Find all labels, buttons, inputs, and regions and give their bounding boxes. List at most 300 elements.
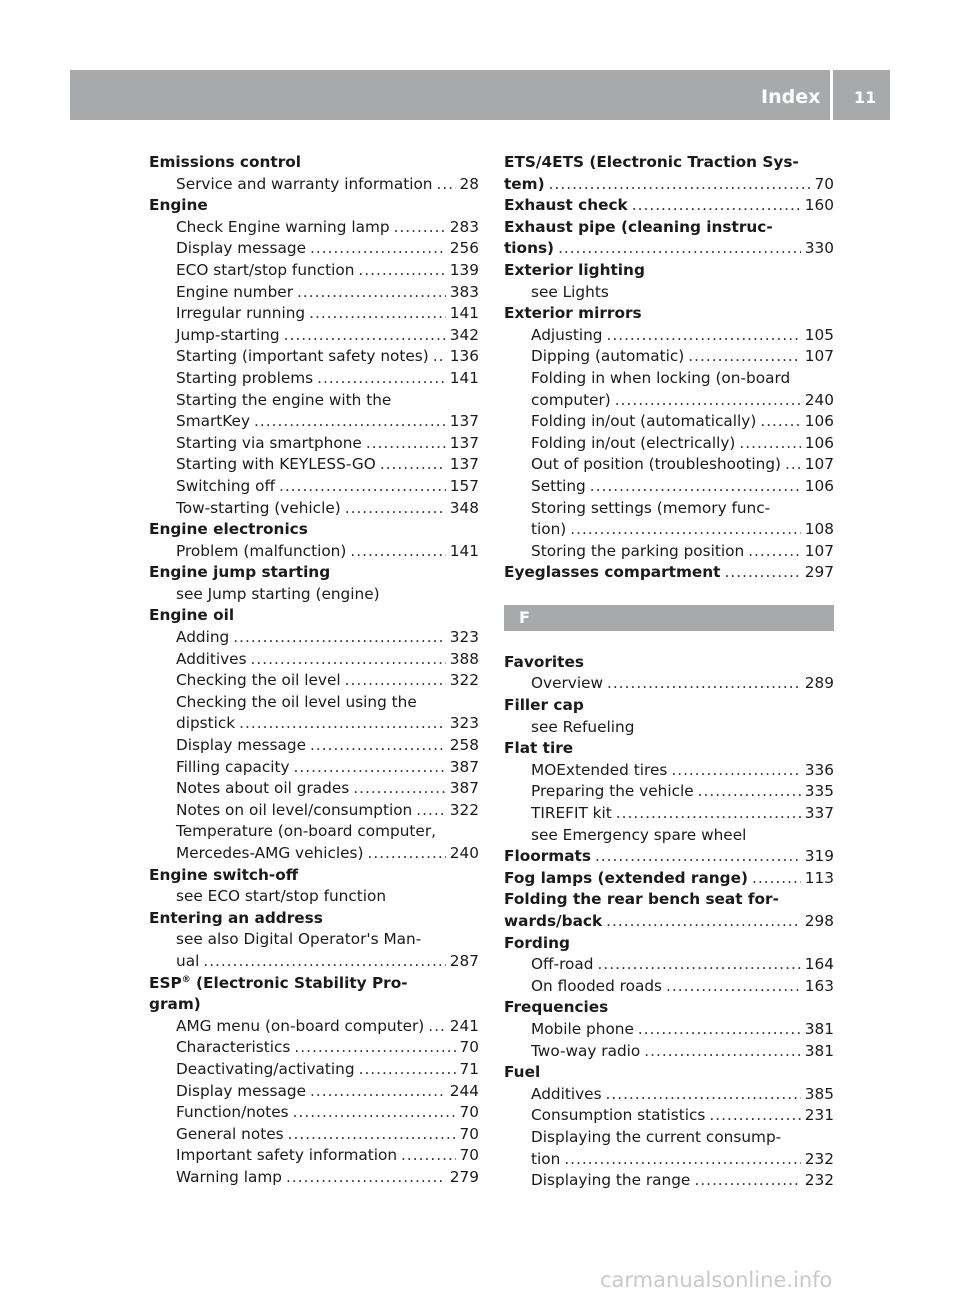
- page-title: Index: [761, 86, 821, 108]
- leader-dots: [709, 1105, 800, 1127]
- entry-label: Filler cap: [504, 696, 584, 715]
- index-subentry[interactable]: [149, 433, 479, 455]
- index-subentry[interactable]: [504, 673, 834, 695]
- index-subentry[interactable]: [149, 454, 479, 476]
- page-reference[interactable]: 232: [804, 1171, 834, 1190]
- leader-dots: [671, 760, 800, 782]
- index-subentry[interactable]: [504, 390, 834, 412]
- entry-label-part: (Electronic Stability Pro-: [190, 973, 408, 992]
- index-subentry[interactable]: [149, 1081, 479, 1103]
- page-reference[interactable]: 136: [449, 347, 479, 366]
- leader-dots: [595, 846, 801, 868]
- entry-label: AMG menu (on-board computer): [176, 1016, 425, 1035]
- entry-label: Notes on oil level/consumption: [176, 800, 413, 819]
- page-reference[interactable]: 322: [449, 671, 479, 690]
- entry-label: ETS/4ETS (Electronic Traction Sys-: [504, 153, 799, 171]
- index-heading: [504, 889, 834, 911]
- entry-label: Starting (important safety notes): [176, 347, 429, 366]
- leader-dots: [309, 303, 446, 325]
- index-subentry[interactable]: [504, 519, 834, 541]
- page-reference[interactable]: 298: [804, 912, 834, 930]
- index-subentry[interactable]: [504, 781, 834, 803]
- leader-dots: [558, 238, 801, 260]
- entry-label: Filling capacity: [176, 757, 290, 776]
- leader-dots: [616, 803, 801, 825]
- leader-dots: [606, 1084, 801, 1106]
- index-subentry: [149, 692, 479, 714]
- header-divider: [830, 70, 833, 120]
- entry-label: Display message: [176, 239, 306, 258]
- entry-label: Fuel: [504, 1063, 541, 1082]
- entry-label: Two-way radio: [531, 1041, 641, 1060]
- leader-dots: [564, 1149, 800, 1171]
- entry-label: Exterior mirrors: [504, 304, 642, 323]
- leader-dots: [345, 670, 446, 692]
- entry-label: Overview: [531, 674, 604, 693]
- entry-label: Switching off: [176, 476, 275, 495]
- entry-label: Emissions control: [149, 153, 301, 171]
- leader-dots: [284, 325, 446, 347]
- entry-label: see Lights: [531, 282, 609, 301]
- leader-dots: [401, 1145, 455, 1167]
- leader-dots: [297, 282, 446, 304]
- entry-label: Folding the rear bench seat for-: [504, 890, 779, 909]
- index-subentry[interactable]: [149, 282, 479, 304]
- leader-dots: [310, 1081, 446, 1103]
- index-subentry[interactable]: [149, 735, 479, 757]
- page-reference[interactable]: 106: [804, 476, 834, 495]
- leader-dots: [358, 260, 445, 282]
- entry-label: tem): [504, 174, 545, 193]
- entry-label: Checking the oil level using the: [176, 692, 417, 711]
- entry-label: Storing settings (memory func-: [531, 498, 771, 517]
- entry-label: ual: [176, 951, 200, 970]
- index-subentry[interactable]: [149, 411, 479, 433]
- index-subentry[interactable]: [149, 217, 479, 239]
- entry-label: TIREFIT kit: [531, 804, 612, 823]
- page-reference[interactable]: 256: [449, 239, 479, 258]
- page-reference[interactable]: 342: [449, 325, 479, 344]
- index-subentry[interactable]: [149, 1124, 479, 1146]
- index-subentry[interactable]: [504, 433, 834, 455]
- page-reference[interactable]: 164: [804, 955, 834, 974]
- page-reference[interactable]: 108: [804, 520, 834, 539]
- entry-label: Mercedes-AMG vehicles): [176, 844, 364, 862]
- index-subentry[interactable]: [149, 778, 479, 800]
- index-subentry[interactable]: [504, 1019, 834, 1041]
- entry-label: Engine: [149, 196, 208, 215]
- index-subentry[interactable]: [149, 1102, 479, 1124]
- index-heading: [504, 738, 834, 760]
- leader-dots: [380, 454, 446, 476]
- index-subentry[interactable]: [504, 476, 834, 498]
- page-reference[interactable]: 337: [804, 804, 834, 823]
- index-heading: [149, 605, 479, 627]
- leader-dots: [644, 1041, 801, 1063]
- index-subentry[interactable]: [504, 803, 834, 825]
- index-heading: [504, 652, 834, 674]
- leader-dots: [394, 217, 446, 239]
- index-heading: [149, 865, 479, 887]
- page-reference[interactable]: 28: [459, 174, 479, 193]
- index-subentry[interactable]: [504, 541, 834, 563]
- page-reference[interactable]: 383: [449, 282, 479, 301]
- index-subentry[interactable]: [504, 1105, 834, 1127]
- index-heading[interactable]: [504, 868, 834, 890]
- entry-label: computer): [531, 390, 611, 409]
- page-reference[interactable]: 70: [459, 1124, 479, 1143]
- entry-label: tions): [504, 239, 555, 258]
- entry-label: Engine electronics: [149, 520, 308, 539]
- page-reference[interactable]: 323: [449, 628, 479, 647]
- index-subentry[interactable]: [149, 368, 479, 390]
- page-reference[interactable]: 71: [459, 1059, 479, 1078]
- page-reference[interactable]: 388: [449, 649, 479, 668]
- entry-label: Exhaust pipe (cleaning instruc-: [504, 217, 773, 236]
- entry-label: Folding in/out (electrically): [531, 433, 736, 452]
- entry-label: General notes: [176, 1124, 284, 1143]
- leader-dots: [632, 195, 801, 217]
- index-subentry[interactable]: [149, 1037, 479, 1059]
- leader-dots: [694, 1170, 800, 1192]
- index-column-left: [149, 152, 479, 1189]
- leader-dots: [607, 673, 801, 695]
- leader-dots: [366, 433, 446, 455]
- index-heading: [504, 1062, 834, 1084]
- entry-label: Folding in when locking (on-board: [531, 368, 791, 387]
- leader-dots: [350, 541, 445, 563]
- page-reference[interactable]: 105: [804, 325, 834, 344]
- index-subentry[interactable]: [149, 649, 479, 671]
- leader-dots: [760, 411, 800, 433]
- index-column-right: [504, 152, 834, 1192]
- index-subentry[interactable]: [504, 760, 834, 782]
- index-subentry[interactable]: [149, 325, 479, 347]
- page-reference[interactable]: 244: [449, 1081, 479, 1100]
- page-reference[interactable]: 160: [804, 196, 834, 215]
- index-heading: [149, 195, 479, 217]
- index-subentry[interactable]: [504, 346, 834, 368]
- page-reference[interactable]: 113: [804, 868, 834, 887]
- page-reference[interactable]: 319: [804, 847, 834, 866]
- page-reference[interactable]: 70: [459, 1103, 479, 1122]
- leader-dots: [288, 1124, 456, 1146]
- entry-label: tion: [531, 1149, 561, 1168]
- entry-label: Eyeglasses compartment: [504, 563, 721, 582]
- entry-label: Function/notes: [176, 1103, 289, 1122]
- entry-label: Adding: [176, 628, 230, 647]
- page-reference[interactable]: 258: [449, 736, 479, 755]
- index-subentry[interactable]: [149, 260, 479, 282]
- leader-dots: [294, 757, 446, 779]
- page-reference[interactable]: 141: [449, 541, 479, 560]
- entry-label: Off-road: [531, 955, 594, 974]
- entry-label: Warning lamp: [176, 1167, 282, 1186]
- index-subentry[interactable]: [149, 174, 479, 196]
- index-heading[interactable]: [504, 562, 834, 584]
- entry-label: Starting via smartphone: [176, 433, 362, 452]
- index-subentry[interactable]: [149, 1167, 479, 1189]
- index-subentry[interactable]: [149, 670, 479, 692]
- entry-label: Starting the engine with the: [176, 390, 392, 409]
- entry-label: Important safety information: [176, 1146, 398, 1165]
- entry-label-part: ESP: [149, 973, 182, 992]
- leader-dots: [725, 562, 801, 584]
- index-heading[interactable]: [504, 195, 834, 217]
- page-reference[interactable]: 335: [804, 782, 834, 801]
- leader-dots: [785, 454, 801, 476]
- index-subentry[interactable]: [149, 476, 479, 498]
- leader-dots: [752, 868, 801, 890]
- index-subentry[interactable]: [149, 541, 479, 563]
- registered-mark: ®: [181, 974, 191, 985]
- index-subentry[interactable]: [149, 238, 479, 260]
- entry-label: Setting: [531, 476, 586, 495]
- leader-dots: [549, 174, 811, 196]
- page-reference[interactable]: 387: [449, 757, 479, 776]
- entry-label: Exhaust check: [504, 196, 628, 215]
- page-reference[interactable]: 137: [449, 455, 479, 474]
- index-subentry[interactable]: [504, 1041, 834, 1063]
- index-subentry[interactable]: [504, 411, 834, 433]
- index-subentry: [149, 390, 479, 412]
- entry-label: Flat tire: [504, 739, 574, 758]
- leader-dots: [345, 498, 446, 520]
- index-subentry: [149, 584, 479, 606]
- page-reference[interactable]: 323: [449, 714, 479, 733]
- index-subentry: [504, 282, 834, 304]
- entry-label: dipstick: [176, 714, 236, 733]
- entry-label: Characteristics: [176, 1038, 291, 1057]
- page-reference[interactable]: 107: [804, 347, 834, 366]
- index-subentry[interactable]: [149, 627, 479, 649]
- page-reference[interactable]: 240: [449, 844, 479, 862]
- entry-label: Jump-starting: [176, 325, 280, 344]
- leader-dots: [598, 954, 801, 976]
- page-number: 11: [854, 88, 877, 107]
- watermark: carmanualsonline.info: [600, 1268, 833, 1292]
- index-heading: [149, 519, 479, 541]
- leader-dots: [615, 390, 801, 412]
- page-reference[interactable]: 387: [449, 779, 479, 798]
- entry-label: Frequencies: [504, 998, 609, 1017]
- leader-dots: [286, 1167, 446, 1189]
- page-reference[interactable]: 107: [804, 455, 834, 474]
- index-subentry[interactable]: [149, 800, 479, 822]
- entry-label: Additives: [176, 649, 247, 668]
- page-reference[interactable]: 139: [449, 260, 479, 279]
- index-subentry: [504, 368, 834, 390]
- entry-label: Starting problems: [176, 368, 314, 387]
- entry-label: Checking the oil level: [176, 671, 341, 690]
- entry-label: Mobile phone: [531, 1019, 634, 1038]
- entry-label: Consumption statistics: [531, 1106, 706, 1125]
- index-subentry[interactable]: [149, 498, 479, 520]
- entry-label: Engine number: [176, 282, 293, 301]
- entry-label: see also Digital Operator's Man-: [176, 930, 422, 949]
- index-subentry[interactable]: [149, 843, 479, 865]
- index-subentry[interactable]: [504, 325, 834, 347]
- index-subentry[interactable]: [149, 757, 479, 779]
- entry-label: Displaying the current consump-: [531, 1127, 782, 1146]
- entry-label: Notes about oil grades: [176, 779, 350, 798]
- leader-dots: [239, 713, 446, 735]
- page-reference[interactable]: 70: [814, 174, 834, 193]
- entry-label: Additives: [531, 1084, 602, 1103]
- leader-dots: [638, 1019, 801, 1041]
- index-heading[interactable]: [504, 846, 834, 868]
- index-heading: [504, 933, 834, 955]
- page-reference[interactable]: 289: [804, 674, 834, 693]
- index-subentry[interactable]: [149, 951, 479, 973]
- index-subentry[interactable]: [504, 1084, 834, 1106]
- leader-dots: [254, 411, 446, 433]
- index-subentry[interactable]: [149, 1059, 479, 1081]
- entry-label: [149, 973, 408, 995]
- leader-dots: [317, 368, 446, 390]
- index-subentry: [149, 886, 479, 908]
- index-subentry[interactable]: [504, 954, 834, 976]
- page-reference[interactable]: 106: [804, 433, 834, 452]
- leader-dots: [279, 476, 446, 498]
- index-subentry[interactable]: [149, 713, 479, 735]
- index-subentry[interactable]: [149, 346, 479, 368]
- leader-dots: [293, 1102, 456, 1124]
- entry-label: Fording: [504, 933, 570, 952]
- page-reference[interactable]: 231: [804, 1106, 834, 1125]
- index-subentry[interactable]: [149, 1016, 479, 1038]
- entry-label: Adjusting: [531, 325, 603, 344]
- page-reference[interactable]: 137: [449, 412, 479, 431]
- page-reference[interactable]: 385: [804, 1084, 834, 1103]
- entry-label: gram): [149, 995, 201, 1014]
- index-heading: [504, 217, 834, 239]
- leader-dots: [590, 476, 801, 498]
- entry-label: Favorites: [504, 652, 584, 671]
- page-reference[interactable]: 106: [804, 412, 834, 431]
- entry-label: ECO start/stop function: [176, 260, 355, 279]
- page-reference[interactable]: 336: [804, 760, 834, 779]
- entry-label: Fog lamps (extended range): [504, 868, 748, 887]
- page-reference[interactable]: 283: [449, 217, 479, 236]
- index-subentry: [149, 821, 479, 843]
- leader-dots: [294, 1037, 455, 1059]
- entry-label: Dipping (automatic): [531, 347, 685, 366]
- entry-label: MOExtended tires: [531, 760, 668, 779]
- index-subentry[interactable]: [149, 303, 479, 325]
- leader-dots: [428, 1016, 446, 1038]
- section-header: F: [504, 605, 834, 631]
- page-reference[interactable]: 330: [804, 239, 834, 258]
- index-heading: [149, 908, 479, 930]
- index-heading: [504, 695, 834, 717]
- index-subentry[interactable]: [504, 1149, 834, 1171]
- index-heading: [504, 303, 834, 325]
- leader-dots: [416, 800, 446, 822]
- page-reference[interactable]: 279: [449, 1167, 479, 1186]
- entry-label: Engine switch-off: [149, 865, 299, 884]
- index-heading[interactable]: [504, 911, 834, 933]
- leader-dots: [570, 519, 801, 541]
- page-reference[interactable]: 137: [449, 433, 479, 452]
- index-heading: [504, 152, 834, 174]
- entry-label: Irregular running: [176, 304, 306, 323]
- leader-dots: [433, 346, 446, 368]
- page-reference[interactable]: 381: [804, 1041, 834, 1060]
- page-reference[interactable]: 141: [449, 368, 479, 387]
- entry-label: Display message: [176, 736, 306, 755]
- page-reference[interactable]: 163: [804, 976, 834, 995]
- leader-dots: [353, 778, 446, 800]
- page-reference[interactable]: 381: [804, 1019, 834, 1038]
- index-subentry: [504, 1127, 834, 1149]
- index-heading: [149, 973, 479, 995]
- leader-dots: [688, 346, 801, 368]
- entry-label: Engine oil: [149, 606, 235, 625]
- index-heading[interactable]: [504, 174, 834, 196]
- leader-dots: [233, 627, 446, 649]
- leader-dots: [310, 735, 446, 757]
- index-subentry[interactable]: [504, 454, 834, 476]
- page-reference[interactable]: 141: [449, 304, 479, 323]
- entry-label: Problem (malfunction): [176, 541, 347, 560]
- entry-label: tion): [531, 520, 567, 539]
- page-reference[interactable]: 240: [804, 390, 834, 409]
- entry-label: Starting with KEYLESS-GO: [176, 455, 376, 474]
- entry-label: see Emergency spare wheel: [531, 825, 747, 844]
- entry-label: On flooded roads: [531, 976, 663, 995]
- leader-dots: [739, 433, 800, 455]
- page-reference[interactable]: 287: [449, 951, 479, 970]
- entry-label: Deactivating/activating: [176, 1059, 355, 1078]
- index-heading: [149, 562, 479, 584]
- page-reference[interactable]: 70: [459, 1146, 479, 1165]
- page-reference[interactable]: 322: [449, 800, 479, 819]
- entry-label: Folding in/out (automatically): [531, 412, 757, 431]
- leader-dots: [203, 951, 445, 973]
- entry-label: see ECO start/stop function: [176, 887, 387, 906]
- leader-dots: [310, 238, 446, 260]
- entry-label: Preparing the vehicle: [531, 782, 694, 801]
- index-heading[interactable]: [504, 238, 834, 260]
- entry-label: Temperature (on-board computer,: [176, 822, 436, 841]
- page-reference[interactable]: 157: [449, 476, 479, 495]
- entry-label: Display message: [176, 1081, 306, 1100]
- page-reference[interactable]: 297: [804, 563, 834, 582]
- leader-dots: [748, 541, 801, 563]
- entry-label: see Refueling: [531, 717, 635, 736]
- index-heading: [149, 994, 479, 1016]
- page-reference[interactable]: 107: [804, 541, 834, 560]
- page-reference[interactable]: 241: [449, 1016, 479, 1035]
- entry-label: Out of position (troubleshooting): [531, 455, 782, 474]
- index-subentry: [504, 825, 834, 847]
- index-subentry[interactable]: [504, 976, 834, 998]
- index-subentry[interactable]: [504, 1170, 834, 1192]
- index-subentry[interactable]: [149, 1145, 479, 1167]
- entry-label: Engine jump starting: [149, 563, 331, 582]
- page-reference[interactable]: 348: [449, 498, 479, 517]
- entry-label: wards/back: [504, 912, 603, 930]
- entry-label: see Jump starting (engine): [176, 584, 380, 603]
- leader-dots: [606, 911, 801, 933]
- page-reference[interactable]: 232: [804, 1149, 834, 1168]
- entry-label: Exterior lighting: [504, 260, 645, 279]
- page-reference[interactable]: 70: [459, 1038, 479, 1057]
- entry-label: Tow-starting (vehicle): [176, 498, 341, 517]
- leader-dots: [437, 174, 456, 196]
- index-heading: [504, 997, 834, 1019]
